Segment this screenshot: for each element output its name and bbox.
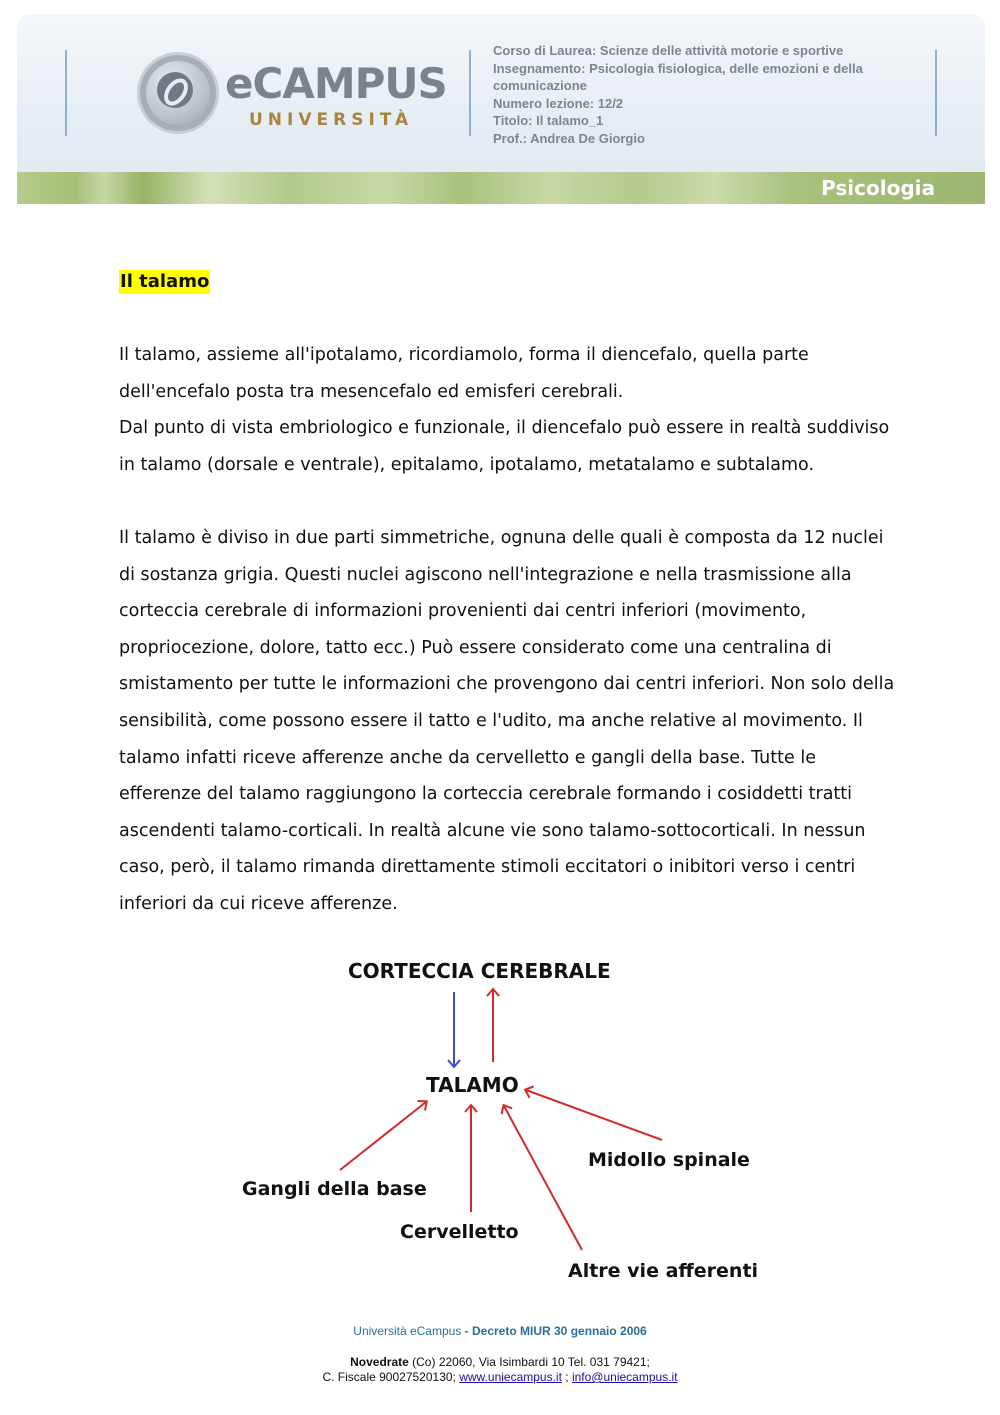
paragraph-line: smistamento per tutte le informazioni che provengono dai centri inferiori. Non solo della: [119, 674, 895, 695]
paragraph-intro: [119, 337, 919, 483]
paragraph-line: inferiori da cui riceve afferenze.: [119, 893, 398, 914]
header-divider-middle: [469, 50, 471, 136]
section-title: Il talamo: [120, 271, 210, 292]
paragraph-body: [119, 520, 919, 923]
paragraph-line: propriocezione, dolore, tatto ecc.) Può essere considerato come una centralina di: [119, 637, 832, 658]
course-info-line: Titolo: Il talamo_1: [493, 113, 604, 128]
paragraph-line: efferenze del talamo raggiungono la corteccia cerebrale formando i cosiddetti tratti: [119, 784, 853, 805]
footer-decree: [0, 1324, 1000, 1339]
course-info-line: Prof.: Andrea De Giorgio: [493, 130, 645, 146]
footer-university: Università eCampus: [353, 1324, 462, 1338]
footer-website-link[interactable]: www.uniecampus.it: [459, 1370, 562, 1384]
course-info-line: comunicazione: [493, 78, 587, 93]
logo-wordmark: eCAMPUS: [225, 59, 447, 108]
footer-city: Novedrate: [350, 1355, 409, 1369]
footer-address-text: (Co) 22060, Via Isimbardi 10 Tel. 031 79421;: [408, 1355, 650, 1369]
footer-contacts: [0, 1370, 1000, 1385]
header-divider-left: [65, 50, 67, 136]
subject-label: Psicologia: [821, 176, 935, 200]
label-other-afferents: Altre vie afferenti: [568, 1260, 759, 1282]
footer-email-link[interactable]: info@uniecampus.it: [571, 1370, 678, 1384]
course-info-line: Numero lezione: 12/2: [493, 95, 624, 111]
university-seal-icon: [137, 52, 219, 134]
footer-decree-text: - Decreto MIUR 30 gennaio 2006: [461, 1324, 647, 1338]
paragraph-line: Il talamo è diviso in due parti simmetriche, ognuna delle quali è composta da 12 nuclei: [119, 528, 884, 548]
label-spinal-cord: Midollo spinale: [588, 1149, 750, 1171]
label-thalamus: TALAMO: [426, 1073, 519, 1097]
paragraph-line: caso, però, il talamo rimanda direttamente stimoli eccitatori o inibitori verso i centri: [119, 857, 856, 878]
paragraph-line: dell'encefalo posta tra mesencefalo ed emisferi cerebrali.: [119, 381, 624, 402]
paragraph-line: sensibilità, come possono essere il tatto e l'udito, ma anche relative al movimento. Il: [119, 710, 863, 731]
footer-address: [0, 1355, 1000, 1370]
course-info-line: Insegnamento: Psicologia fisiologica, delle emozioni e della: [493, 60, 863, 76]
arrow-from-spinal-cord: [526, 1090, 662, 1140]
logo-subtitle: UNIVERSITÀ: [249, 110, 414, 130]
header-divider-right: [935, 50, 937, 136]
paragraph-line: in talamo (dorsale e ventrale), epitalamo, ipotalamo, metatalamo e subtalamo.: [119, 454, 815, 475]
paragraph-line: corteccia cerebrale di informazioni provenienti dai centri inferiori (movimento,: [119, 601, 807, 622]
paragraph-line: ascendenti talamo-corticali. In realtà alcune vie sono talamo-sottocorticali. In nessun: [119, 820, 866, 841]
paragraph-line: Il talamo, assieme all'ipotalamo, ricordiamolo, forma il diencefalo, quella parte: [119, 345, 809, 365]
page-header: [17, 14, 985, 204]
ecampus-logo: [137, 52, 447, 152]
footer-fiscal-code: C. Fiscale 90027520130;: [322, 1370, 460, 1384]
paragraph-line: di sostanza grigia. Questi nuclei agiscono nell'integrazione e nella trasmissione alla: [119, 564, 852, 585]
label-cerebellum: Cervelletto: [400, 1221, 519, 1243]
thalamus-diagram: [230, 950, 790, 1290]
course-info: [493, 42, 913, 147]
paragraph-line: talamo infatti riceve afferenze anche da cervelletto e gangli della base. Tutte le: [119, 747, 816, 768]
course-info-line: Corso di Laurea: Scienze delle attività motorie e sportive: [493, 43, 844, 58]
arrow-from-basal-ganglia: [340, 1102, 426, 1170]
footer-separator: ;: [561, 1370, 572, 1384]
paragraph-line: Dal punto di vista embriologico e funzionale, il diencefalo può essere in realtà suddiviso: [119, 418, 890, 439]
label-cortex: CORTECCIA CEREBRALE: [348, 959, 611, 983]
label-basal-ganglia: Gangli della base: [242, 1178, 427, 1200]
